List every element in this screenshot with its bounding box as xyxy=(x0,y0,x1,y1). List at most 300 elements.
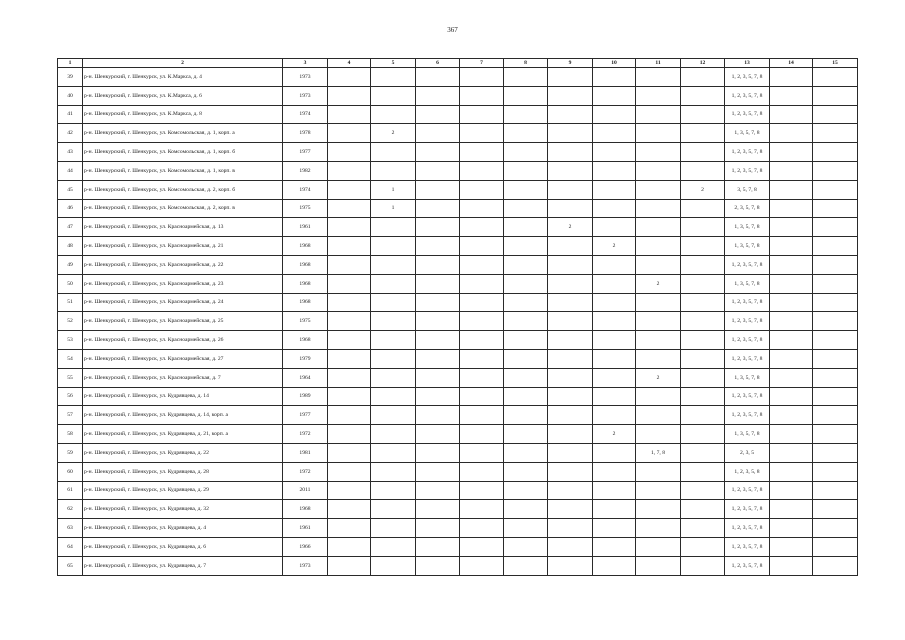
table-cell xyxy=(460,443,504,462)
table-cell: 1, 3, 5, 7, 8 xyxy=(725,274,770,293)
table-cell xyxy=(371,274,416,293)
table-cell xyxy=(593,124,636,143)
column-header-15: 15 xyxy=(813,59,858,68)
table-cell xyxy=(636,425,681,444)
table-cell xyxy=(548,199,593,218)
table-cell: 1, 2, 3, 5, 7, 8 xyxy=(725,331,770,350)
address-cell: р-н. Шенкурский, г. Шенкурск, ул. Комсомольская, д. 2, корп. в xyxy=(83,199,283,218)
address-cell: р-н. Шенкурский, г. Шенкурск, ул. Красноармейская, д. 25 xyxy=(83,312,283,331)
table-cell xyxy=(328,443,371,462)
table-cell xyxy=(681,143,725,162)
table-cell xyxy=(593,105,636,124)
table-cell xyxy=(636,556,681,575)
row-number-cell: 39 xyxy=(58,68,83,87)
table-cell xyxy=(681,519,725,538)
table-cell xyxy=(636,500,681,519)
table-cell xyxy=(460,218,504,237)
column-header-4: 4 xyxy=(328,59,371,68)
row-number-cell: 40 xyxy=(58,86,83,105)
table-cell xyxy=(636,312,681,331)
table-cell xyxy=(681,537,725,556)
table-cell xyxy=(770,500,813,519)
table-cell: 1, 2, 3, 5, 7, 8 xyxy=(725,556,770,575)
row-number-cell: 60 xyxy=(58,462,83,481)
table-cell xyxy=(681,331,725,350)
table-cell xyxy=(460,406,504,425)
table-cell: 2 xyxy=(371,124,416,143)
table-cell xyxy=(328,180,371,199)
table-cell xyxy=(681,124,725,143)
address-cell: р-н. Шенкурский, г. Шенкурск, ул. К.Маркса, д. 4 xyxy=(83,68,283,87)
table-cell xyxy=(681,425,725,444)
table-cell xyxy=(504,237,548,256)
year-cell: 1979 xyxy=(283,349,328,368)
table-cell xyxy=(460,349,504,368)
table-row xyxy=(58,161,858,180)
table-cell: 2, 3, 5 xyxy=(725,443,770,462)
table-cell xyxy=(416,255,460,274)
table-cell xyxy=(460,537,504,556)
table-cell: 1, 2, 3, 5, 7, 8 xyxy=(725,387,770,406)
table-row xyxy=(58,199,858,218)
address-cell: р-н. Шенкурский, г. Шенкурск, ул. Кудрявцева, д. 14, корп. а xyxy=(83,406,283,425)
table-cell xyxy=(328,143,371,162)
table-cell xyxy=(504,274,548,293)
table-cell: 1, 2, 3, 5, 7, 8 xyxy=(725,255,770,274)
table-cell xyxy=(813,86,858,105)
address-cell: р-н. Шенкурский, г. Шенкурск, ул. Красноармейская, д. 26 xyxy=(83,331,283,350)
table-cell xyxy=(593,218,636,237)
table-cell xyxy=(636,68,681,87)
table-cell xyxy=(371,293,416,312)
table-cell xyxy=(813,161,858,180)
table-cell xyxy=(813,180,858,199)
year-cell: 1977 xyxy=(283,143,328,162)
table-cell xyxy=(504,124,548,143)
table-row xyxy=(58,425,858,444)
table-cell xyxy=(460,199,504,218)
year-cell: 1968 xyxy=(283,500,328,519)
table-cell xyxy=(504,368,548,387)
table-cell xyxy=(813,368,858,387)
table-cell xyxy=(681,349,725,368)
table-cell xyxy=(416,237,460,256)
column-header-13: 13 xyxy=(725,59,770,68)
table-cell xyxy=(813,218,858,237)
row-number-cell: 47 xyxy=(58,218,83,237)
year-cell: 1974 xyxy=(283,180,328,199)
address-cell: р-н. Шенкурский, г. Шенкурск, ул. Красноармейская, д. 21 xyxy=(83,237,283,256)
table-cell xyxy=(504,331,548,350)
table-cell xyxy=(593,180,636,199)
row-number-cell: 55 xyxy=(58,368,83,387)
column-header-1: 1 xyxy=(58,59,83,68)
table-cell xyxy=(636,105,681,124)
table-cell xyxy=(636,124,681,143)
table-cell xyxy=(371,556,416,575)
table-cell: 1, 2, 3, 5, 7, 8 xyxy=(725,105,770,124)
table-cell xyxy=(593,537,636,556)
table-row xyxy=(58,537,858,556)
table-cell xyxy=(416,274,460,293)
table-cell xyxy=(681,237,725,256)
table-cell xyxy=(593,387,636,406)
table-cell xyxy=(681,312,725,331)
table-cell xyxy=(813,537,858,556)
table-cell xyxy=(593,556,636,575)
table-cell xyxy=(416,500,460,519)
address-cell: р-н. Шенкурский, г. Шенкурск, ул. Красноармейская, д. 23 xyxy=(83,274,283,293)
table-cell xyxy=(371,218,416,237)
table-cell xyxy=(328,274,371,293)
table-cell xyxy=(328,387,371,406)
table-cell: 1 xyxy=(371,199,416,218)
year-cell: 1975 xyxy=(283,312,328,331)
table-cell: 1, 2, 3, 5, 7, 8 xyxy=(725,406,770,425)
row-number-cell: 49 xyxy=(58,255,83,274)
table-cell xyxy=(593,331,636,350)
table-cell xyxy=(460,368,504,387)
table-cell xyxy=(328,68,371,87)
table-cell: 2 xyxy=(636,368,681,387)
table-cell xyxy=(371,368,416,387)
table-cell xyxy=(636,462,681,481)
table-cell xyxy=(636,180,681,199)
table-cell xyxy=(460,237,504,256)
year-cell: 1973 xyxy=(283,68,328,87)
table-row xyxy=(58,237,858,256)
year-cell: 1974 xyxy=(283,105,328,124)
row-number-cell: 53 xyxy=(58,331,83,350)
address-cell: р-н. Шенкурский, г. Шенкурск, ул. Кудрявцева, д. 21, корп. а xyxy=(83,425,283,444)
year-cell: 1968 xyxy=(283,331,328,350)
table-cell xyxy=(813,556,858,575)
table-cell xyxy=(770,519,813,538)
table-cell xyxy=(548,481,593,500)
table-cell xyxy=(460,425,504,444)
table-cell xyxy=(416,105,460,124)
table-cell xyxy=(770,293,813,312)
address-cell: р-н. Шенкурский, г. Шенкурск, ул. Кудрявцева, д. 28 xyxy=(83,462,283,481)
column-header-10: 10 xyxy=(593,59,636,68)
table-cell xyxy=(328,349,371,368)
table-cell xyxy=(813,124,858,143)
table-row xyxy=(58,368,858,387)
table-cell xyxy=(371,312,416,331)
table-cell xyxy=(636,519,681,538)
table-cell xyxy=(328,199,371,218)
table-header-row xyxy=(58,59,858,68)
column-header-5: 5 xyxy=(371,59,416,68)
table-cell xyxy=(548,86,593,105)
table-cell xyxy=(460,293,504,312)
year-cell: 1968 xyxy=(283,237,328,256)
table-cell xyxy=(636,537,681,556)
table-cell xyxy=(681,255,725,274)
table-cell: 1, 2, 3, 5, 7, 8 xyxy=(725,68,770,87)
table-cell xyxy=(636,481,681,500)
table-cell xyxy=(770,368,813,387)
year-cell: 1977 xyxy=(283,406,328,425)
table-cell xyxy=(416,68,460,87)
table-cell xyxy=(328,161,371,180)
address-cell: р-н. Шенкурский, г. Шенкурск, ул. Комсомольская, д. 2, корп. б xyxy=(83,180,283,199)
table-cell xyxy=(460,312,504,331)
table-cell xyxy=(328,537,371,556)
table-cell xyxy=(416,556,460,575)
table-cell: 1, 2, 3, 5, 8 xyxy=(725,462,770,481)
table-cell xyxy=(504,462,548,481)
table-cell xyxy=(416,218,460,237)
table-cell: 2 xyxy=(593,425,636,444)
year-cell: 1972 xyxy=(283,425,328,444)
table-cell xyxy=(593,349,636,368)
table-cell xyxy=(504,180,548,199)
table-cell xyxy=(504,255,548,274)
table-cell xyxy=(813,237,858,256)
row-number-cell: 64 xyxy=(58,537,83,556)
row-number-cell: 52 xyxy=(58,312,83,331)
table-cell xyxy=(416,124,460,143)
row-number-cell: 61 xyxy=(58,481,83,500)
row-number-cell: 57 xyxy=(58,406,83,425)
year-cell: 1981 xyxy=(283,443,328,462)
table-cell xyxy=(416,368,460,387)
table-cell xyxy=(681,368,725,387)
table-cell xyxy=(548,312,593,331)
table-cell xyxy=(636,255,681,274)
table-cell xyxy=(504,537,548,556)
row-number-cell: 51 xyxy=(58,293,83,312)
table-cell xyxy=(416,349,460,368)
table-cell xyxy=(593,462,636,481)
table-cell xyxy=(328,293,371,312)
table-cell xyxy=(681,161,725,180)
table-cell xyxy=(681,462,725,481)
row-number-cell: 44 xyxy=(58,161,83,180)
address-cell: р-н. Шенкурский, г. Шенкурск, ул. К.Маркса, д. 8 xyxy=(83,105,283,124)
table-cell xyxy=(770,462,813,481)
table-cell xyxy=(460,500,504,519)
table-cell xyxy=(460,124,504,143)
table-cell: 1, 2, 3, 5, 7, 8 xyxy=(725,293,770,312)
table-cell xyxy=(504,425,548,444)
table-cell: 1, 2, 3, 5, 7, 8 xyxy=(725,537,770,556)
table-cell: 1, 2, 3, 5, 7, 8 xyxy=(725,500,770,519)
table-cell xyxy=(504,218,548,237)
table-cell xyxy=(770,105,813,124)
table-cell xyxy=(813,68,858,87)
table-cell xyxy=(371,500,416,519)
table-row xyxy=(58,556,858,575)
table-cell xyxy=(548,274,593,293)
table-cell xyxy=(593,293,636,312)
year-cell: 1982 xyxy=(283,161,328,180)
page-number: 367 xyxy=(447,26,458,34)
table-cell xyxy=(681,68,725,87)
table-cell xyxy=(416,199,460,218)
table-cell xyxy=(770,349,813,368)
address-cell: р-н. Шенкурский, г. Шенкурск, ул. К.Маркса, д. 6 xyxy=(83,86,283,105)
table-cell xyxy=(504,406,548,425)
table-cell xyxy=(416,86,460,105)
table-cell xyxy=(548,331,593,350)
table-cell xyxy=(328,124,371,143)
table-cell xyxy=(636,387,681,406)
table-cell xyxy=(593,68,636,87)
table-cell xyxy=(328,86,371,105)
column-header-14: 14 xyxy=(770,59,813,68)
table-cell xyxy=(460,161,504,180)
table-cell xyxy=(593,161,636,180)
table-cell xyxy=(593,368,636,387)
table-cell xyxy=(548,537,593,556)
table-row xyxy=(58,105,858,124)
table-cell xyxy=(593,481,636,500)
table-cell xyxy=(460,274,504,293)
year-cell: 1968 xyxy=(283,293,328,312)
table-cell xyxy=(504,312,548,331)
row-number-cell: 58 xyxy=(58,425,83,444)
year-cell: 1961 xyxy=(283,519,328,538)
table-cell xyxy=(328,425,371,444)
table-cell xyxy=(371,68,416,87)
table-cell: 2 xyxy=(681,180,725,199)
table-cell xyxy=(681,86,725,105)
table-cell xyxy=(371,537,416,556)
table-cell xyxy=(416,406,460,425)
table-row xyxy=(58,274,858,293)
table-cell xyxy=(681,481,725,500)
table-cell xyxy=(504,556,548,575)
table-cell xyxy=(416,180,460,199)
table-cell xyxy=(548,387,593,406)
table-cell xyxy=(813,312,858,331)
table-cell xyxy=(813,105,858,124)
table-cell: 1, 2, 3, 5, 7, 8 xyxy=(725,143,770,162)
table-cell xyxy=(504,500,548,519)
year-cell: 1973 xyxy=(283,86,328,105)
table-cell xyxy=(770,237,813,256)
table-cell: 1, 2, 3, 5, 7, 8 xyxy=(725,519,770,538)
table-cell xyxy=(328,500,371,519)
table-cell xyxy=(548,443,593,462)
table-cell xyxy=(770,199,813,218)
year-cell: 2011 xyxy=(283,481,328,500)
table-cell xyxy=(636,349,681,368)
table-cell xyxy=(813,293,858,312)
table-cell xyxy=(371,161,416,180)
column-header-9: 9 xyxy=(548,59,593,68)
table-cell xyxy=(636,293,681,312)
table-cell xyxy=(770,68,813,87)
table-cell xyxy=(593,519,636,538)
table-cell xyxy=(371,425,416,444)
table-row xyxy=(58,180,858,199)
table-row xyxy=(58,218,858,237)
table-cell xyxy=(504,293,548,312)
table-cell: 1, 2, 3, 5, 7, 8 xyxy=(725,349,770,368)
table-row xyxy=(58,481,858,500)
row-number-cell: 54 xyxy=(58,349,83,368)
table-cell xyxy=(504,519,548,538)
table-cell xyxy=(460,143,504,162)
table-cell xyxy=(770,387,813,406)
table-cell xyxy=(504,481,548,500)
table-cell xyxy=(636,237,681,256)
row-number-cell: 59 xyxy=(58,443,83,462)
table-row xyxy=(58,462,858,481)
table-cell xyxy=(416,462,460,481)
year-cell: 1972 xyxy=(283,462,328,481)
table-cell xyxy=(593,143,636,162)
table-cell xyxy=(548,255,593,274)
table-cell xyxy=(770,331,813,350)
table-cell xyxy=(770,218,813,237)
table-cell xyxy=(416,537,460,556)
table-cell xyxy=(770,312,813,331)
table-cell xyxy=(371,349,416,368)
row-number-cell: 41 xyxy=(58,105,83,124)
table-cell xyxy=(593,443,636,462)
year-cell: 1968 xyxy=(283,274,328,293)
table-cell xyxy=(460,68,504,87)
table-row xyxy=(58,331,858,350)
row-number-cell: 46 xyxy=(58,199,83,218)
table-cell xyxy=(636,86,681,105)
year-cell: 1961 xyxy=(283,218,328,237)
column-header-6: 6 xyxy=(416,59,460,68)
table-cell xyxy=(636,199,681,218)
table-cell: 1, 3, 5, 7, 8 xyxy=(725,237,770,256)
table-cell xyxy=(328,331,371,350)
table-row xyxy=(58,500,858,519)
table-cell xyxy=(328,312,371,331)
table-cell xyxy=(371,443,416,462)
table-cell xyxy=(548,462,593,481)
table-cell xyxy=(371,331,416,350)
table-cell xyxy=(504,387,548,406)
table-cell xyxy=(548,519,593,538)
table-cell xyxy=(416,312,460,331)
table-cell xyxy=(548,425,593,444)
table-cell: 2, 3, 5, 7, 8 xyxy=(725,199,770,218)
table-cell xyxy=(504,105,548,124)
table-cell xyxy=(593,500,636,519)
table-cell: 2 xyxy=(636,274,681,293)
address-cell: р-н. Шенкурский, г. Шенкурск, ул. Красноармейская, д. 24 xyxy=(83,293,283,312)
table-cell xyxy=(548,406,593,425)
table-cell xyxy=(548,124,593,143)
year-cell: 1973 xyxy=(283,556,328,575)
table-cell xyxy=(416,331,460,350)
table-cell xyxy=(813,255,858,274)
table-cell: 1, 7, 8 xyxy=(636,443,681,462)
table-cell xyxy=(460,387,504,406)
table-cell: 1 xyxy=(371,180,416,199)
table-cell xyxy=(371,462,416,481)
table-cell xyxy=(416,143,460,162)
table-cell xyxy=(770,86,813,105)
column-header-7: 7 xyxy=(460,59,504,68)
year-cell: 1966 xyxy=(283,537,328,556)
table-cell xyxy=(548,293,593,312)
table-cell xyxy=(460,105,504,124)
address-cell: р-н. Шенкурский, г. Шенкурск, ул. Кудрявцева, д. 14 xyxy=(83,387,283,406)
table-cell xyxy=(460,180,504,199)
column-header-3: 3 xyxy=(283,59,328,68)
table-cell xyxy=(813,331,858,350)
